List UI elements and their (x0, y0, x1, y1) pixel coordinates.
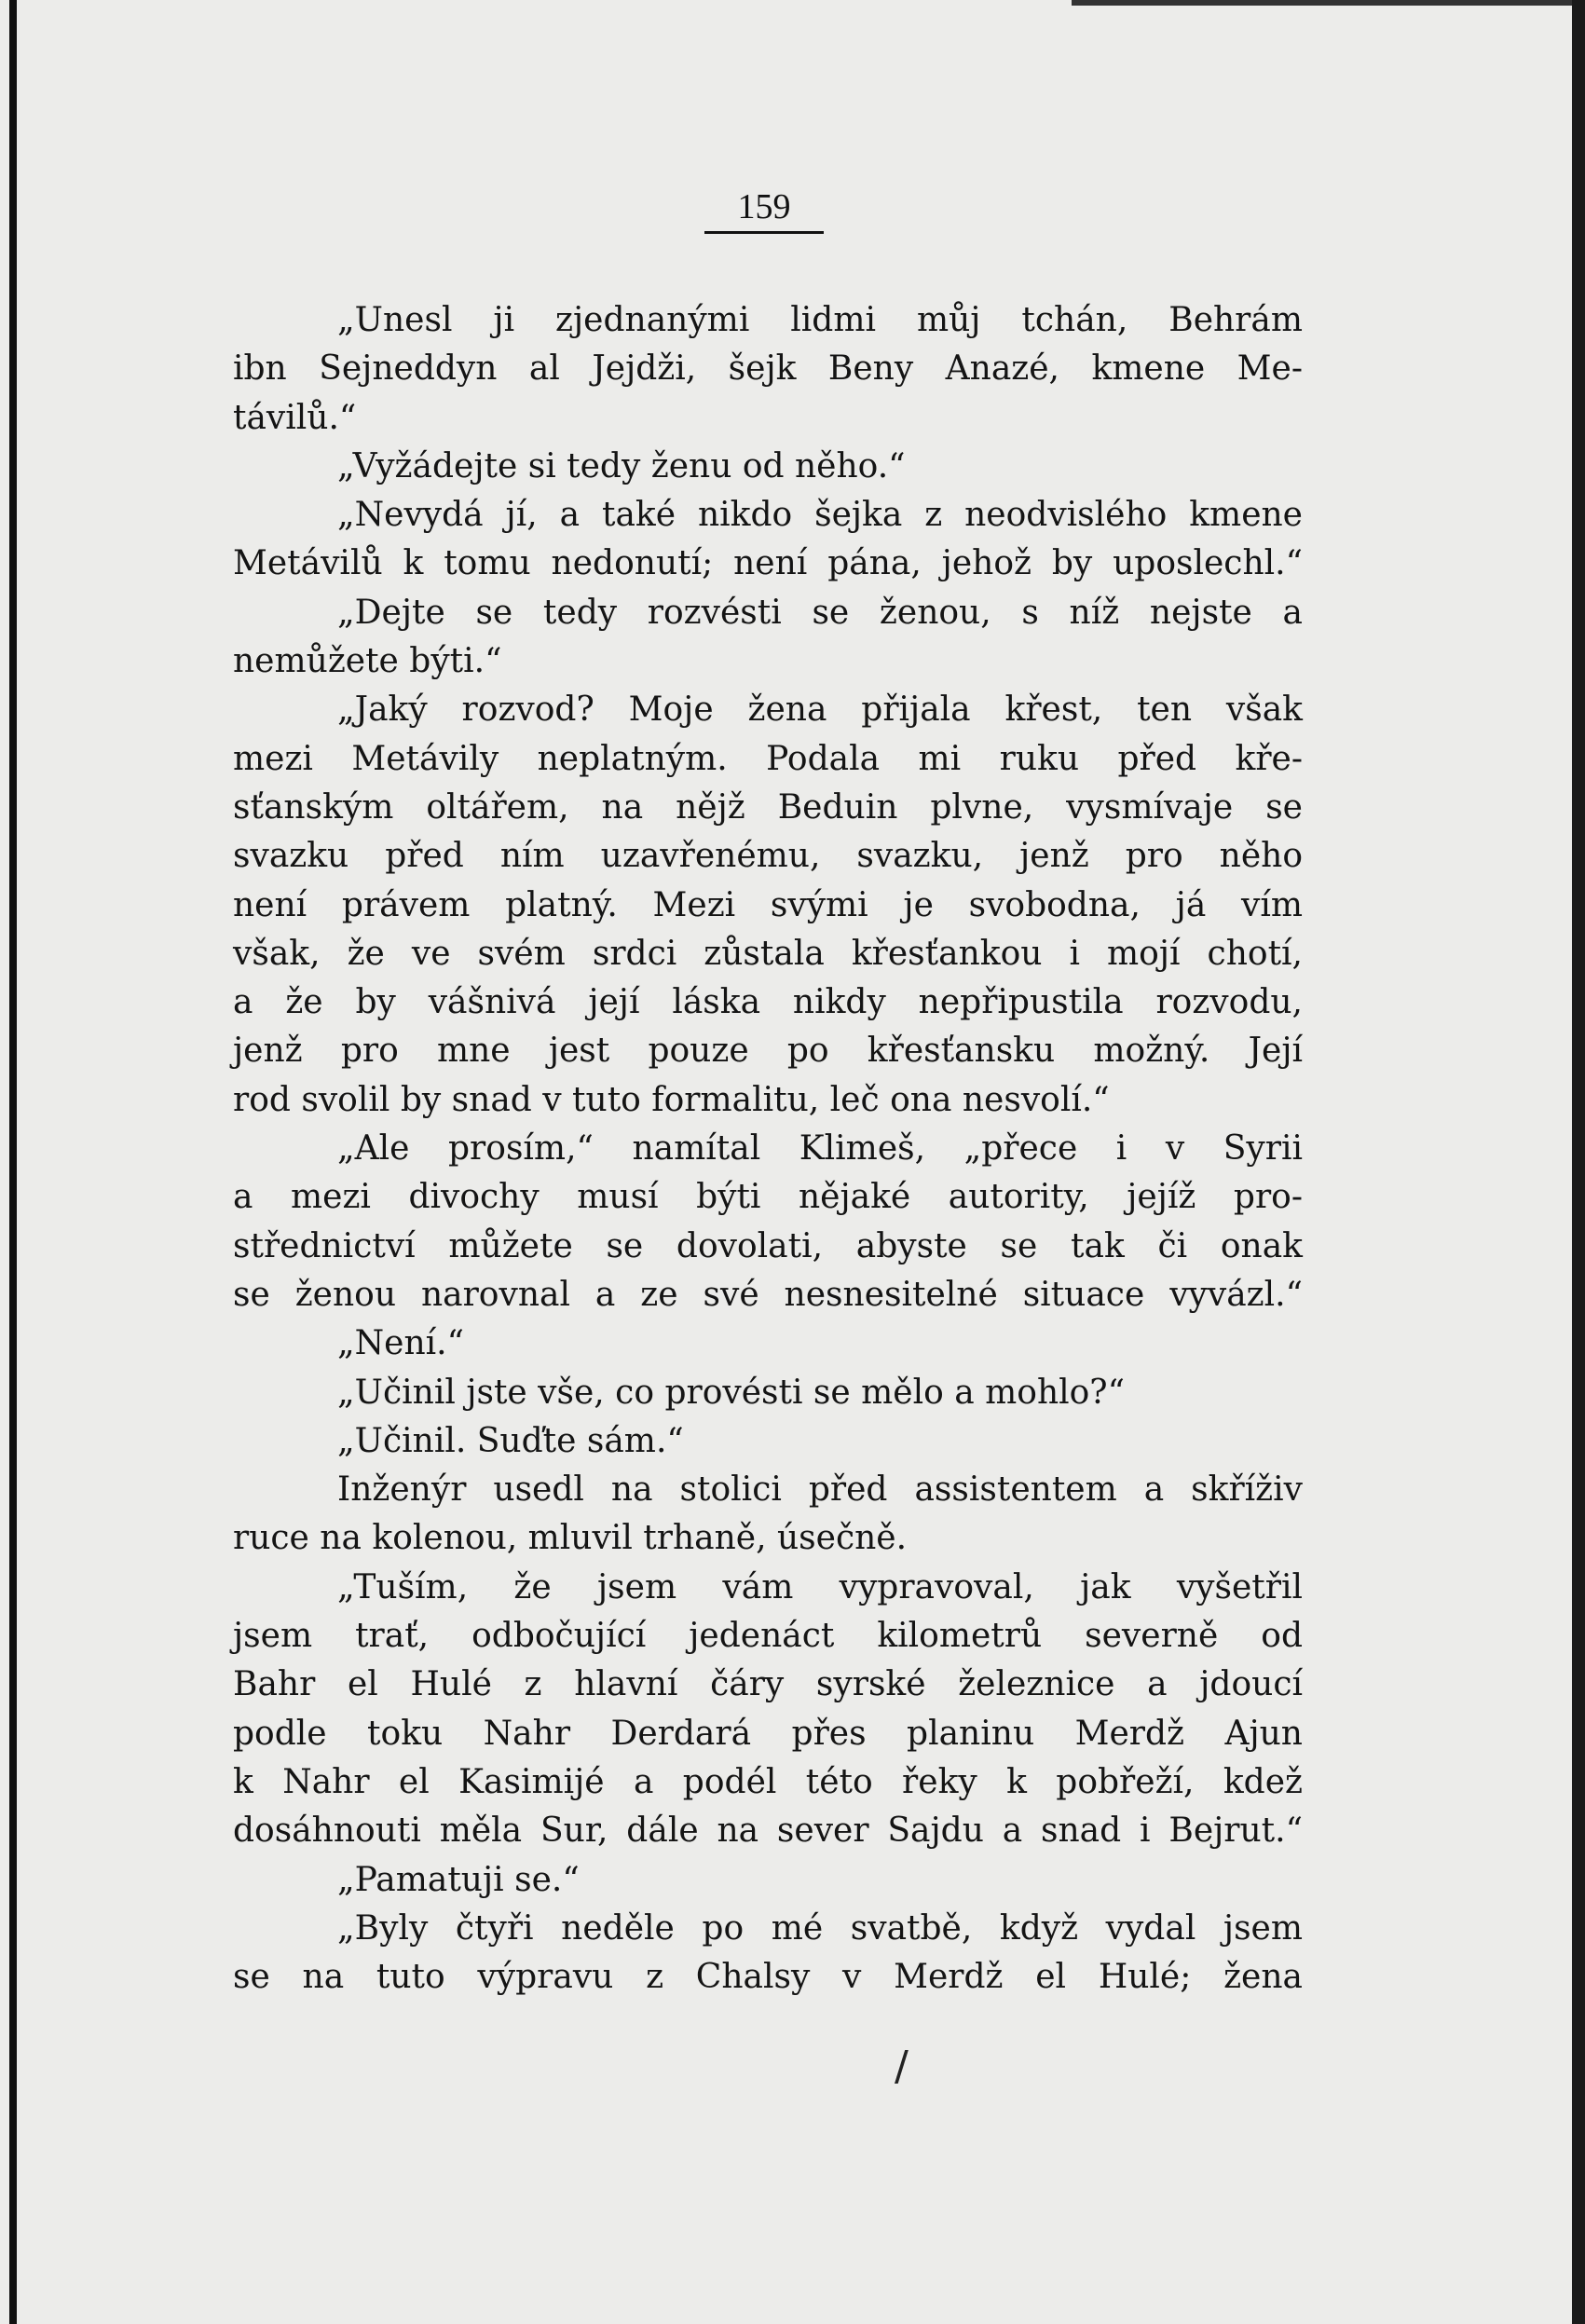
text-line: není právem platný. Mezi svými je svobodna, já vím (233, 885, 1303, 924)
text-line: „Jaký rozvod? Moje žena přijala křest, ten však (337, 690, 1303, 730)
text-line: ruce na kolenou, mluvil trhaně, úsečně. (233, 1519, 908, 1558)
text-line: távilů.“ (233, 398, 357, 437)
text-line: ibn Sejneddyn al Jejdži, šejk Beny Anazé, kmene Me- (233, 349, 1303, 389)
text-line: Bahr el Hulé z hlavní čáry syrské železnice a jdoucí (233, 1665, 1303, 1704)
body-text (233, 296, 1303, 2002)
text-line: „Tuším, že jsem vám vypravoval, jak vyšetřil (337, 1567, 1303, 1606)
text-line: dosáhnouti měla Sur, dále na sever Sajdu a snad i Bejrut.“ (233, 1811, 1303, 1851)
text-line: a že by vášnivá její láska nikdy nepřipustila rozvodu, (233, 983, 1303, 1022)
text-line: „Učinil jste vše, co provésti se mělo a mohlo?“ (337, 1373, 1126, 1412)
text-line: „Pamatuji se.“ (337, 1860, 580, 1899)
text-line: jenž pro mne jest pouze po křesťansku možný. Její (233, 1032, 1303, 1071)
text-line: však, že ve svém srdci zůstala křesťankou i mojí chotí, (233, 934, 1303, 973)
header-rule (704, 231, 824, 234)
text-line: rod svolil by snad v tuto formalitu, leč ona nesvolí.“ (233, 1080, 1110, 1119)
page-header (699, 183, 829, 234)
text-line: se na tuto výpravu z Chalsy v Merdž el Hulé; žena (233, 1958, 1303, 1997)
text-line: „Učinil. Suďte sám.“ (337, 1421, 684, 1460)
text-line: „Ale prosím,“ namítal Klimeš, „přece i v Syrii (337, 1129, 1303, 1169)
text-line: „Nevydá jí, a také nikdo šejka z neodvislého kmene (337, 496, 1303, 535)
page-right-edge (1572, 0, 1585, 2324)
text-line: „Unesl ji zjednanými lidmi můj tchán, Behrám (337, 301, 1303, 339)
page-number: 159 (737, 187, 791, 226)
ink-mark: / (895, 2043, 909, 2090)
text-line: podle toku Nahr Derdará přes planinu Merdž Ajun (233, 1714, 1303, 1753)
text-line: nemůžete býti.“ (233, 642, 502, 681)
text-line: „Byly čtyři neděle po mé svatbě, když vydal jsem (337, 1908, 1303, 1948)
text-line: „Vyžádejte si tedy ženu od něho.“ (337, 446, 906, 485)
page-top-edge (1072, 0, 1572, 6)
page-binding-edge (9, 0, 17, 2324)
text-line: Metávilů k tomu nedonutí; není pána, jehož by uposlechl.“ (233, 544, 1303, 583)
text-line: „Není.“ (337, 1324, 465, 1363)
text-line: sťanským oltářem, na nějž Beduin plvne, vysmívaje se (233, 787, 1303, 827)
text-line: střednictví můžete se dovolati, abyste se tak či onak (233, 1226, 1303, 1265)
text-line: k Nahr el Kasimijé a podél této řeky k pobřeží, kdež (233, 1762, 1303, 1801)
text-line: Inženýr usedl na stolici před assistentem a skříživ (337, 1470, 1303, 1510)
text-line: a mezi divochy musí býti nějaké autority, jejíž pro- (233, 1178, 1303, 1217)
text-line: „Dejte se tedy rozvésti se ženou, s níž nejste a (337, 593, 1303, 632)
text-line: se ženou narovnal a ze své nesnesitelné situace vyvázl.“ (233, 1275, 1303, 1314)
text-line: jsem trať, odbočující jedenáct kilometrů severně od (233, 1617, 1303, 1656)
text-line: mezi Metávily neplatným. Podala mi ruku před kře- (233, 739, 1303, 778)
text-line: svazku před ním uzavřenému, svazku, jenž pro něho (233, 837, 1303, 876)
